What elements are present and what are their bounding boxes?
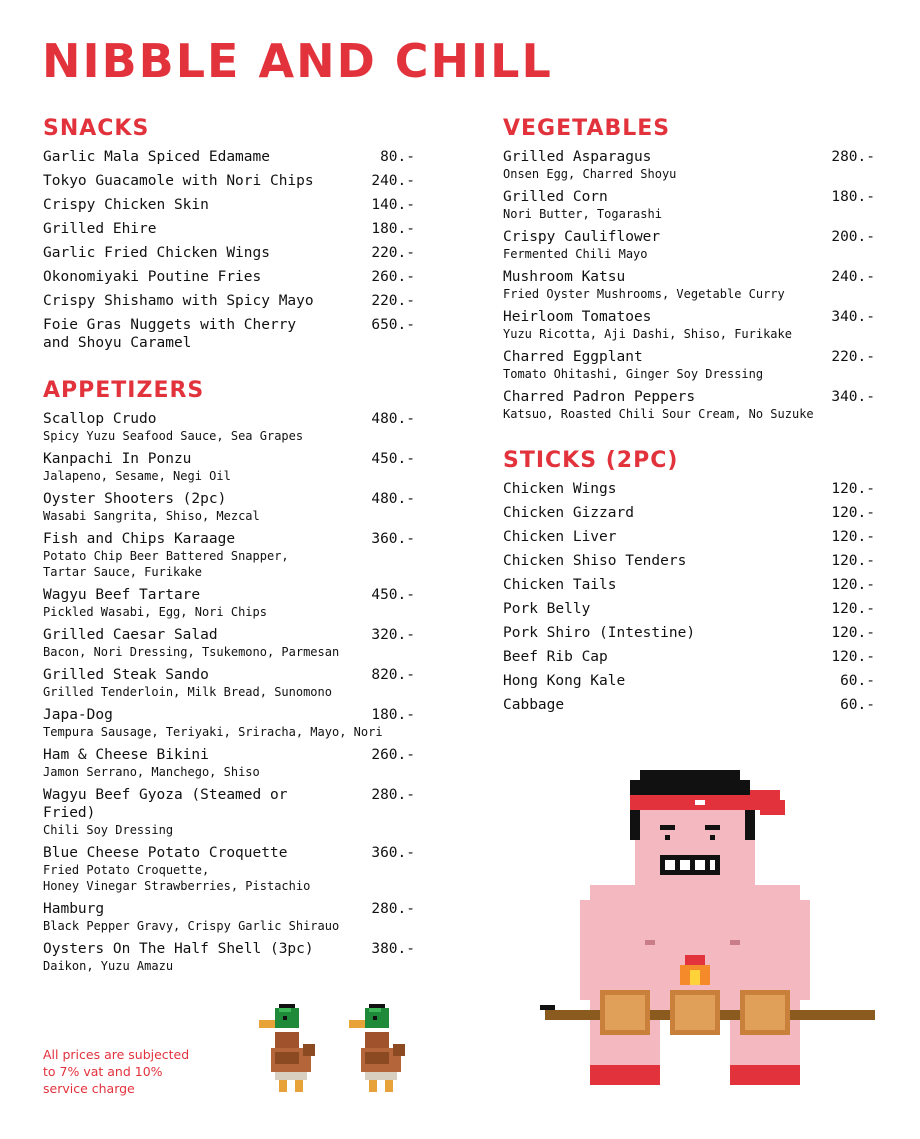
pixel-chef-grilling-skewers: [540, 765, 880, 1095]
menu-item: [503, 268, 875, 302]
menu-item: [503, 624, 875, 642]
item-description: Potato Chip Beer Battered Snapper, Tartar Sauce, Furikake: [43, 549, 289, 579]
item-price: 120.-: [831, 601, 875, 617]
item-description: Jamon Serrano, Manchego, Shiso: [43, 765, 260, 779]
item-name: Oysters On The Half Shell (3pc): [43, 941, 314, 957]
item-price: 180.-: [371, 707, 415, 723]
item-name: Crispy Shishamo with Spicy Mayo: [43, 293, 314, 309]
item-description: Daikon, Yuzu Amazu: [43, 959, 174, 973]
duck-icon: [255, 1004, 319, 1096]
item-name: Okonomiyaki Poutine Fries: [43, 269, 262, 285]
item-description: Nori Butter, Togarashi: [503, 207, 662, 221]
item-name: Kanpachi In Ponzu: [43, 451, 192, 467]
item-price: 450.-: [371, 451, 415, 467]
menu-item: [43, 940, 415, 974]
menu-item: [503, 348, 875, 382]
item-name: Charred Eggplant: [503, 349, 643, 365]
item-price: 340.-: [831, 309, 875, 325]
menu-item: [503, 672, 875, 690]
item-price: 180.-: [371, 221, 415, 237]
item-price: 450.-: [371, 587, 415, 603]
menu-section-snacks: [43, 116, 415, 352]
menu-item: [503, 188, 875, 222]
item-price: 120.-: [831, 553, 875, 569]
item-name: Pork Shiro (Intestine): [503, 625, 696, 641]
menu-item: [503, 388, 875, 422]
menu-item: [503, 552, 875, 570]
item-price: 120.-: [831, 529, 875, 545]
item-price: 60.-: [840, 697, 875, 713]
item-price: 240.-: [371, 173, 415, 189]
item-description: Jalapeno, Sesame, Negi Oil: [43, 469, 231, 483]
duck-icon: [345, 1004, 409, 1096]
menu-item: [43, 410, 415, 444]
item-name: Tokyo Guacamole with Nori Chips: [43, 173, 314, 189]
menu-item: [43, 172, 415, 190]
item-description: Tempura Sausage, Teriyaki, Sriracha, Mayo, Nori: [43, 725, 383, 739]
item-description: Fried Oyster Mushrooms, Vegetable Curry: [503, 287, 785, 301]
item-name: Chicken Shiso Tenders: [503, 553, 687, 569]
menu-item: [503, 228, 875, 262]
item-price: 180.-: [831, 189, 875, 205]
item-name: Scallop Crudo: [43, 411, 157, 427]
item-price: 260.-: [371, 747, 415, 763]
item-name: Grilled Corn: [503, 189, 608, 205]
item-price: 120.-: [831, 481, 875, 497]
item-price: 380.-: [371, 941, 415, 957]
item-name: Blue Cheese Potato Croquette: [43, 845, 288, 861]
item-name: Charred Padron Peppers: [503, 389, 696, 405]
menu-item: [503, 148, 875, 182]
menu-item: [43, 666, 415, 700]
menu-item: [43, 586, 415, 620]
item-price: 120.-: [831, 577, 875, 593]
item-price: 60.-: [840, 673, 875, 689]
item-name: Chicken Gizzard: [503, 505, 634, 521]
menu-item: [503, 528, 875, 546]
menu-item: [503, 480, 875, 498]
item-description: Grilled Tenderloin, Milk Bread, Sunomono: [43, 685, 332, 699]
menu-item: [43, 490, 415, 524]
item-price: 220.-: [371, 293, 415, 309]
item-description: Bacon, Nori Dressing, Tsukemono, Parmesan: [43, 645, 340, 659]
item-name: Mushroom Katsu: [503, 269, 626, 285]
menu-item: [503, 648, 875, 666]
item-price: 320.-: [371, 627, 415, 643]
menu-item: [43, 268, 415, 286]
menu-item: [43, 148, 415, 166]
item-description: Black Pepper Gravy, Crispy Garlic Shirauo: [43, 919, 340, 933]
item-name: Grilled Steak Sando: [43, 667, 209, 683]
item-description: Tomato Ohitashi, Ginger Soy Dressing: [503, 367, 764, 381]
item-description: Wasabi Sangrita, Shiso, Mezcal: [43, 509, 260, 523]
item-description: Chili Soy Dressing: [43, 823, 174, 837]
price-footnote: All prices are subjected to 7% vat and 10% service charge: [43, 1047, 190, 1096]
section-title: APPETIZERS: [43, 378, 205, 403]
menu-item: [43, 196, 415, 214]
item-price: 480.-: [371, 411, 415, 427]
menu-item: [43, 786, 415, 838]
item-name: Crispy Chicken Skin: [43, 197, 209, 213]
item-price: 260.-: [371, 269, 415, 285]
menu-item: [503, 696, 875, 714]
item-description: Fried Potato Croquette, Honey Vinegar Strawberries, Pistachio: [43, 863, 311, 893]
menu-section-sticks-2pc: [503, 448, 875, 714]
item-price: 280.-: [831, 149, 875, 165]
menu-title: NIBBLE AND CHILL: [42, 34, 553, 88]
item-price: 360.-: [371, 845, 415, 861]
item-price: 220.-: [831, 349, 875, 365]
item-description: Spicy Yuzu Seafood Sauce, Sea Grapes: [43, 429, 304, 443]
menu-item: [43, 450, 415, 484]
item-name: Grilled Asparagus: [503, 149, 652, 165]
left-column: [43, 116, 415, 1000]
item-name: Wagyu Beef Tartare: [43, 587, 201, 603]
item-description: Pickled Wasabi, Egg, Nori Chips: [43, 605, 267, 619]
item-name: Grilled Caesar Salad: [43, 627, 218, 643]
item-name: Garlic Mala Spiced Edamame: [43, 149, 270, 165]
item-description: Katsuo, Roasted Chili Sour Cream, No Suzuke: [503, 407, 814, 421]
menu-item: [43, 244, 415, 262]
item-name: Wagyu Beef Gyoza (Steamed or Fried): [43, 787, 288, 821]
item-name: Foie Gras Nuggets with Cherry and Shoyu Caramel: [43, 317, 297, 351]
item-price: 120.-: [831, 505, 875, 521]
menu-item: [43, 530, 415, 580]
menu-item: [43, 706, 415, 740]
item-description: Fermented Chili Mayo: [503, 247, 648, 261]
item-name: Cabbage: [503, 697, 565, 713]
item-name: Grilled Ehire: [43, 221, 157, 237]
item-price: 820.-: [371, 667, 415, 683]
item-price: 280.-: [371, 787, 415, 803]
menu-item: [503, 600, 875, 618]
menu-item: [43, 900, 415, 934]
item-name: Oyster Shooters (2pc): [43, 491, 227, 507]
menu-item: [43, 844, 415, 894]
menu-item: [43, 626, 415, 660]
item-price: 480.-: [371, 491, 415, 507]
item-name: Hamburg: [43, 901, 105, 917]
item-name: Chicken Tails: [503, 577, 617, 593]
item-name: Hong Kong Kale: [503, 673, 626, 689]
right-column: [503, 116, 875, 740]
menu-item: [503, 504, 875, 522]
menu-item: [43, 746, 415, 780]
item-description: Yuzu Ricotta, Aji Dashi, Shiso, Furikake: [503, 327, 792, 341]
item-name: Pork Belly: [503, 601, 591, 617]
section-title: STICKS (2PC): [503, 448, 679, 473]
item-price: 220.-: [371, 245, 415, 261]
item-price: 650.-: [371, 317, 415, 333]
menu-section-vegetables: [503, 116, 875, 422]
section-title: VEGETABLES: [503, 116, 671, 141]
menu-item: [43, 220, 415, 238]
item-price: 360.-: [371, 531, 415, 547]
item-name: Japa-Dog: [43, 707, 113, 723]
item-price: 120.-: [831, 649, 875, 665]
menu-item: [503, 576, 875, 594]
item-name: Fish and Chips Karaage: [43, 531, 236, 547]
item-name: Chicken Wings: [503, 481, 617, 497]
menu-section-appetizers: [43, 378, 415, 974]
item-name: Ham & Cheese Bikini: [43, 747, 209, 763]
item-name: Heirloom Tomatoes: [503, 309, 652, 325]
item-price: 140.-: [371, 197, 415, 213]
item-price: 200.-: [831, 229, 875, 245]
item-price: 340.-: [831, 389, 875, 405]
item-name: Garlic Fried Chicken Wings: [43, 245, 270, 261]
menu-item: [43, 292, 415, 310]
menu-item: [43, 316, 415, 352]
item-name: Crispy Cauliflower: [503, 229, 661, 245]
item-description: Onsen Egg, Charred Shoyu: [503, 167, 677, 181]
item-name: Chicken Liver: [503, 529, 617, 545]
item-price: 120.-: [831, 625, 875, 641]
menu-item: [503, 308, 875, 342]
item-price: 80.-: [380, 149, 415, 165]
item-price: 280.-: [371, 901, 415, 917]
item-price: 240.-: [831, 269, 875, 285]
section-title: SNACKS: [43, 116, 150, 141]
item-name: Beef Rib Cap: [503, 649, 608, 665]
